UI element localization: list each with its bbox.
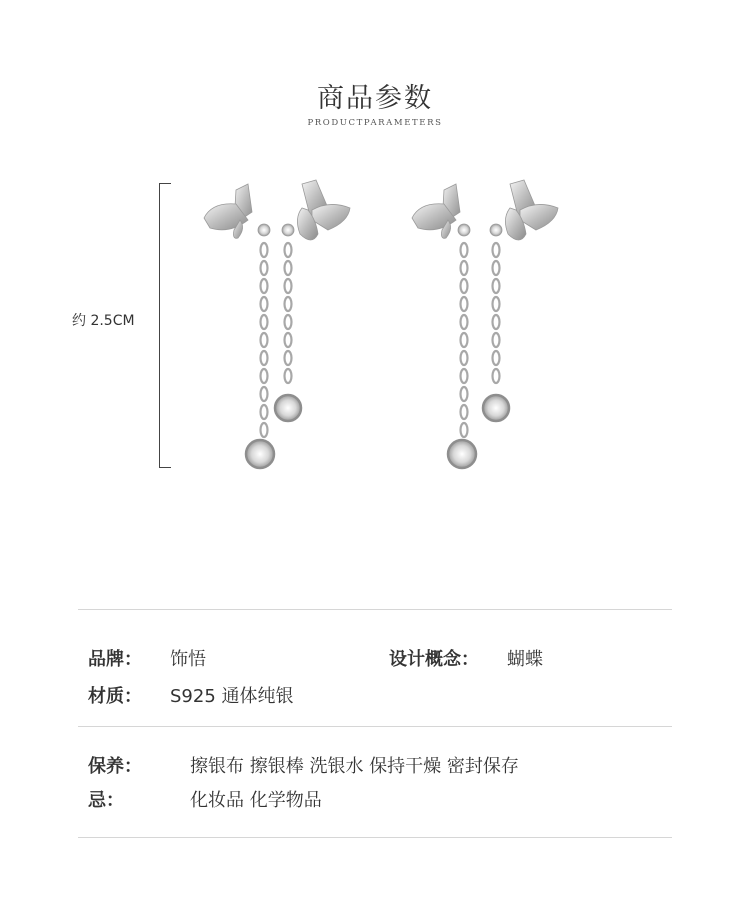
brand-row bbox=[88, 645, 142, 671]
dimension-bracket bbox=[159, 183, 171, 468]
care-label-line2 bbox=[88, 786, 124, 812]
chain-left bbox=[261, 243, 268, 437]
chain-left bbox=[461, 243, 468, 437]
avoid-label: 忌： bbox=[88, 790, 124, 811]
divider-middle bbox=[78, 726, 672, 727]
butterfly-right bbox=[505, 180, 558, 240]
page-subtitle: PRODUCTPARAMETERS bbox=[307, 118, 443, 128]
chain-right bbox=[493, 243, 500, 383]
earring-right bbox=[398, 178, 578, 478]
concept-value: 蝴蝶 bbox=[507, 649, 543, 670]
brand-label: 品牌： bbox=[88, 649, 142, 670]
care-line1: 擦银布 擦银棒 洗银水 保持干燥 密封保存 bbox=[190, 756, 519, 777]
dimension-label: 约 2.5CM bbox=[72, 313, 135, 329]
brand-value: 饰悟 bbox=[170, 649, 206, 670]
material-label: 材质： bbox=[88, 686, 142, 707]
page-title: 商品参数 bbox=[317, 83, 433, 114]
chain-right bbox=[285, 243, 292, 383]
concept-label: 设计概念： bbox=[389, 649, 479, 670]
material-value: S925 通体纯银 bbox=[170, 686, 294, 707]
butterfly-right bbox=[297, 180, 350, 240]
care-label-line1 bbox=[88, 752, 142, 778]
butterfly-left bbox=[204, 184, 252, 238]
earring-left bbox=[190, 178, 370, 478]
care-label: 保养： bbox=[88, 756, 142, 777]
divider-bottom bbox=[78, 837, 672, 838]
divider-top bbox=[78, 609, 672, 610]
butterfly-left bbox=[412, 184, 460, 238]
material-row bbox=[88, 682, 142, 708]
concept-row bbox=[389, 645, 479, 671]
care-line2: 化妆品 化学物品 bbox=[190, 790, 322, 811]
